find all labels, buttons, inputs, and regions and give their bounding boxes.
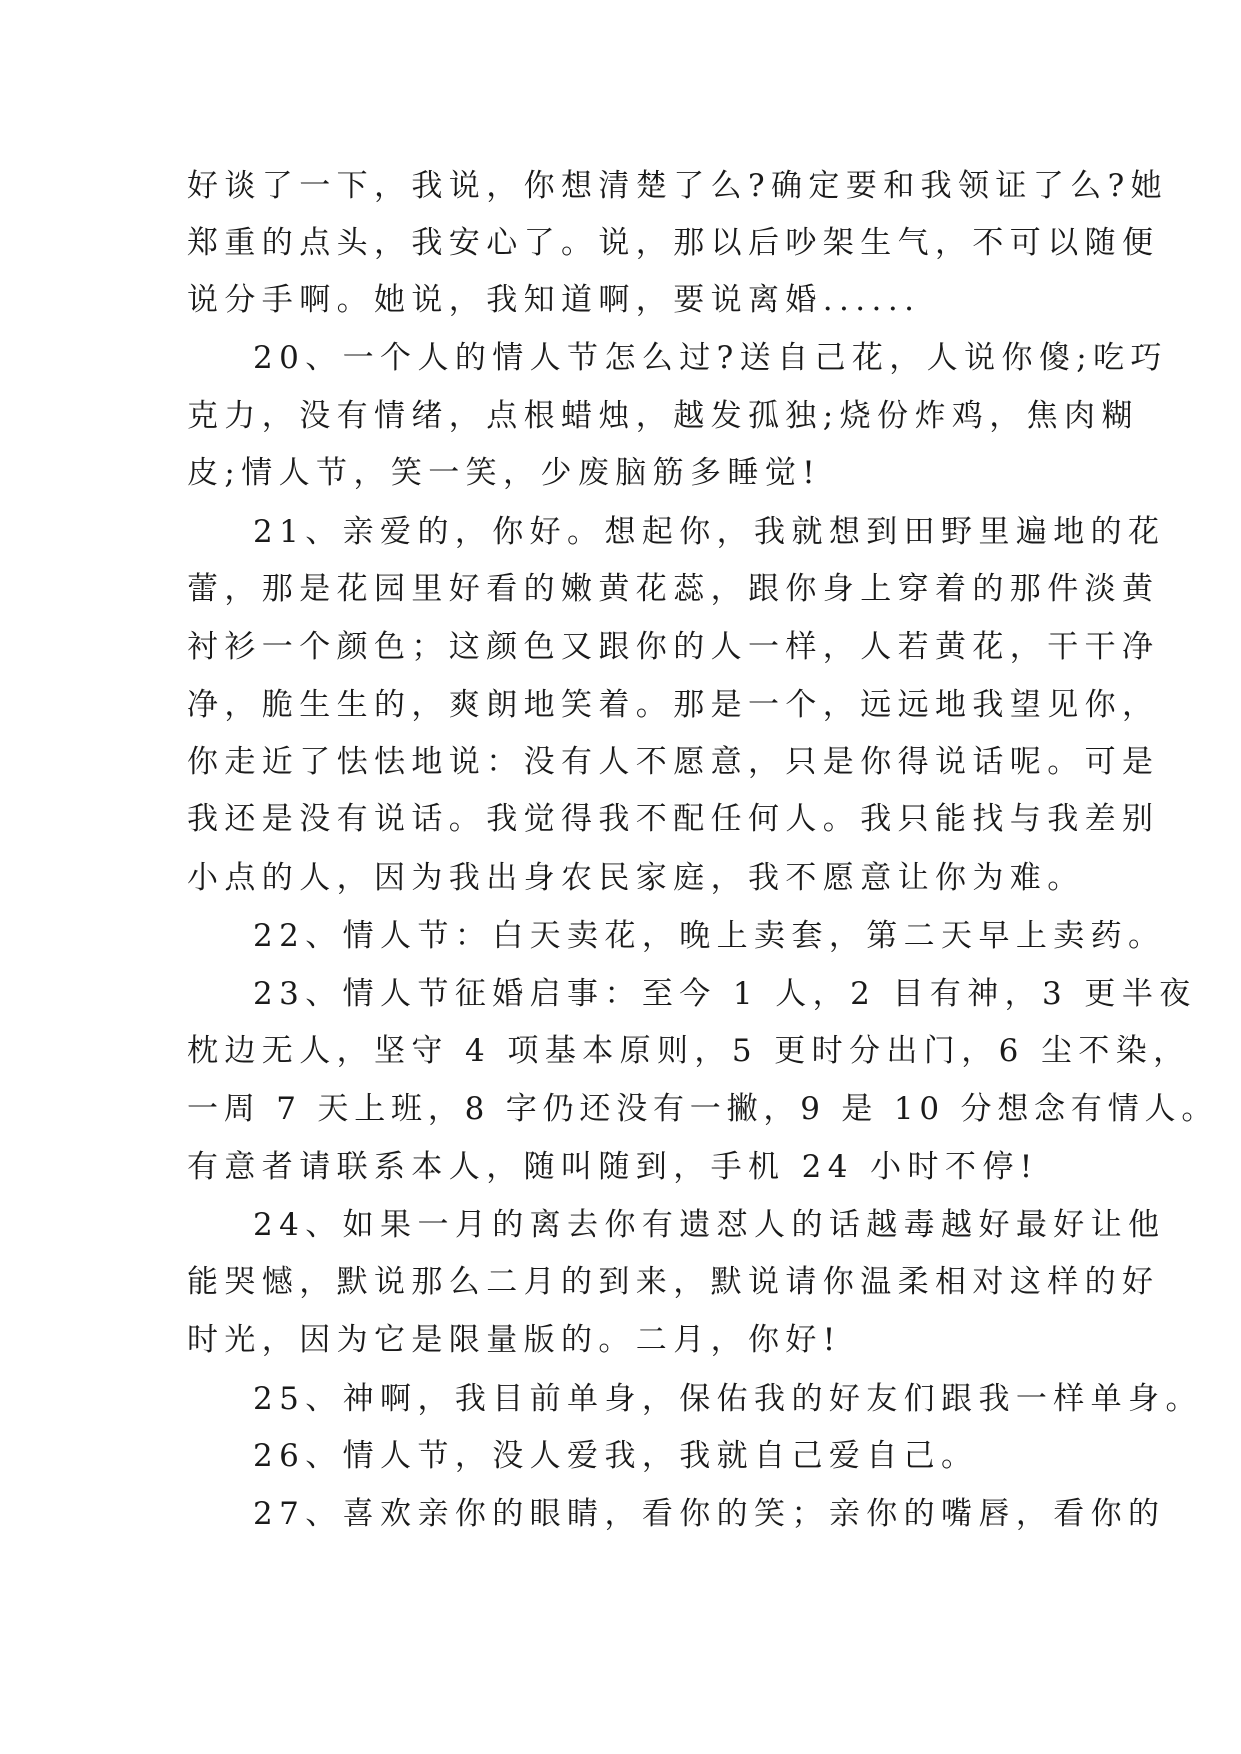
- paragraph-25: 25、神啊，我目前单身，保佑我的好友们跟我一样单身。: [253, 1381, 1203, 1417]
- body-text-line: 小点的人，因为我出身农民家庭，我不愿意让你为难。: [187, 860, 1085, 896]
- body-text-line: 一周 7 天上班，8 字仍还没有一撇，9 是 10 分想念有情人。: [187, 1091, 1219, 1127]
- body-text-line: 蕾，那是花园里好看的嫩黄花蕊，跟你身上穿着的那件淡黄: [187, 571, 1160, 607]
- paragraph-23-start: 23、情人节征婚启事：至今 1 人，2 目有神，3 更半夜: [253, 976, 1197, 1012]
- body-text-line: 净，脆生生的，爽朗地笑着。那是一个，远远地我望见你，: [187, 687, 1160, 723]
- body-text-line: 我还是没有说话。我觉得我不配任何人。我只能找与我差别: [187, 801, 1160, 837]
- body-text-line: 时光，因为它是限量版的。二月，你好!: [187, 1322, 842, 1358]
- paragraph-21-start: 21、亲爱的，你好。想起你，我就想到田野里遍地的花: [253, 514, 1166, 550]
- paragraph-22: 22、情人节：白天卖花，晚上卖套，第二天早上卖药。: [253, 918, 1166, 954]
- paragraph-20-start: 20、一个人的情人节怎么过?送自己花，人说你傻;吃巧: [253, 340, 1168, 376]
- body-text-line: 枕边无人，坚守 4 项基本原则，5 更时分出门，6 尘不染，: [187, 1033, 1191, 1069]
- paragraph-24-start: 24、如果一月的离去你有遗怼人的话越毒越好最好让他: [253, 1207, 1166, 1243]
- body-text-line: 你走近了怯怯地说：没有人不愿意，只是你得说话呢。可是: [187, 744, 1160, 780]
- paragraph-27-start: 27、喜欢亲你的眼睛，看你的笑；亲你的嘴唇，看你的: [253, 1496, 1166, 1532]
- body-text-line: 克力，没有情绪，点根蜡烛，越发孤独;烧份炸鸡，焦肉糊: [187, 398, 1139, 434]
- paragraph-26: 26、情人节，没人爱我，我就自己爱自己。: [253, 1438, 979, 1474]
- body-text-line: 皮;情人节，笑一笑，少废脑筋多睡觉!: [187, 455, 822, 491]
- body-text-line: 衬衫一个颜色；这颜色又跟你的人一样，人若黄花，干干净: [187, 629, 1160, 665]
- body-text-line: 说分手啊。她说，我知道啊，要说离婚......: [187, 282, 921, 318]
- body-text-line: 能哭憾，默说那么二月的到来，默说请你温柔相对这样的好: [187, 1264, 1160, 1300]
- body-text-line: 有意者请联系本人，随叫随到，手机 24 小时不停!: [187, 1149, 1039, 1185]
- body-text-line: 好谈了一下，我说，你想清楚了么?确定要和我领证了么?她: [187, 168, 1169, 204]
- body-text-line: 郑重的点头，我安心了。说，那以后吵架生气，不可以随便: [187, 225, 1160, 261]
